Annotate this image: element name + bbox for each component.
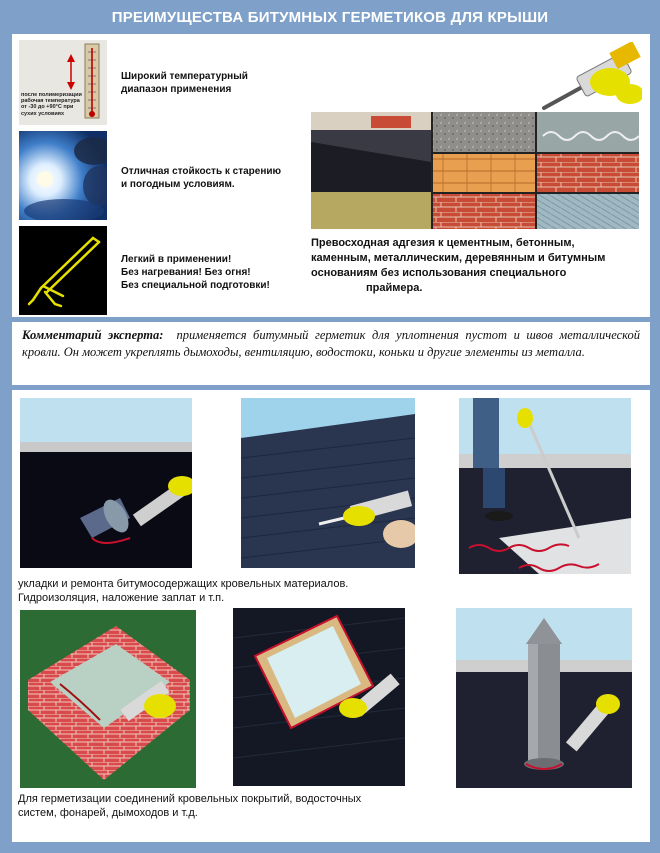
skylight-sealing-image: [233, 608, 405, 786]
expert-comment: [22, 327, 640, 361]
flat-roof-worker-image: [459, 398, 631, 574]
shingle-roof-sealing-image: [241, 398, 415, 568]
brick-chimney-sealing-image: [20, 610, 196, 788]
caulking-gun-icon: [19, 226, 107, 315]
feature-easy: Легкий в применении! Без нагревания! Без огня! Без специальной подготовки!: [121, 254, 270, 291]
roof-vent-pipe-sealing-image: [456, 608, 632, 788]
roof-roll-repair-image: [20, 398, 192, 568]
feature-weather: Отличная стойкость к старению и погодным условиям.: [121, 166, 282, 190]
materials-collage-image: [311, 112, 639, 229]
feature-temperature: Широкий температурный диапазон применения: [121, 71, 248, 95]
expert-comment-text: применяется битумный герметик для уплотнения пустот и швов металлической кровли. Он может укреплять дымоходы, вентиляцию, водостоки, коньки и другие элементы из металла.: [22, 328, 640, 359]
page-title: ПРЕИМУЩЕСТВА БИТУМНЫХ ГЕРМЕТИКОВ ДЛЯ КРЫШИ: [0, 0, 660, 34]
sun-clouds-icon: [19, 131, 107, 220]
caption-joint-sealing: Для герметизации соединений кровельных покрытий, водосточных систем, фонарей, дымоходов и т.д.: [18, 793, 362, 819]
caption-bitumen-repair: укладки и ремонта битумосодержащих кровельных материалов. Гидроизоляция, наложение заплат и т.п.: [18, 578, 349, 604]
hand-sealant-gun-image: [538, 42, 642, 112]
adhesion-text: Превосходная адгезия к цементным, бетонным, каменным, металлическим, деревянным и битумным основаниям без использования специального праймера.: [311, 237, 606, 294]
thermometer-caption: после полимеризации рабочая температура от -30 до +90°С при сухих условиях: [21, 92, 82, 117]
expert-comment-label: Комментарий эксперта:: [22, 328, 164, 342]
